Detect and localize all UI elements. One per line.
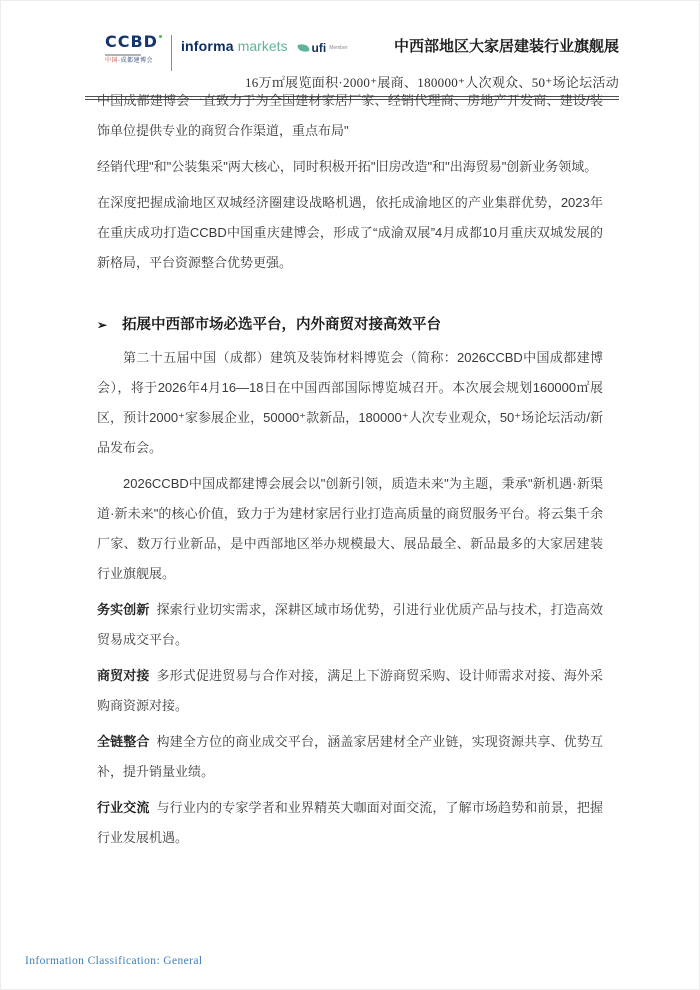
body-paragraph: 中国成都建博会一直致力于为全国建材家居厂家、经销代理商、房地产开发商、建设/装饰单位提供专业的商贸合作渠道，重点布局"	[97, 93, 603, 138]
feature-paragraph	[97, 661, 603, 721]
informa-logo-text: informa	[180, 38, 234, 54]
section-heading	[97, 314, 603, 336]
classification-footer: Information Classification: General	[25, 955, 203, 967]
ccbd-green-dot-icon	[159, 35, 162, 38]
feature-text: 与行业内的专家学者和业界精英大咖面对面交流，了解市场趋势和前景，把握行业发展机遇。	[97, 800, 603, 845]
body-paragraph: 经销代理"和"公装集采"两大核心，同时积极开拓"旧房改造"和"出海贸易"创新业务领域。	[97, 159, 598, 174]
ccbd-micro-text-bar	[105, 54, 141, 56]
section-heading-text: 拓展中西部市场必选平台，内外商贸对接高效平台	[122, 317, 442, 333]
ccbd-sub-red: 中国	[105, 58, 119, 64]
header-subtitle: 16万㎡展览面积·2000⁺展商、180000⁺人次观众、50⁺场论坛活动	[244, 75, 619, 90]
feature-text: 多形式促进贸易与合作对接，满足上下游商贸采购、设计师需求对接、海外采购商资源对接。	[97, 668, 603, 713]
ufi-swoosh-icon	[297, 43, 309, 53]
ccbd-sub-blue: ·成都建博会	[118, 58, 154, 64]
informa-markets-logo	[181, 38, 288, 54]
ccbd-chinese-subtitle	[105, 58, 162, 64]
feature-paragraph	[97, 793, 603, 853]
arrow-bullet-icon: ➢	[97, 318, 108, 332]
logo-group	[105, 34, 348, 71]
feature-lead: 商贸对接	[97, 668, 150, 683]
feature-lead: 行业交流	[97, 800, 150, 815]
ccbd-logo	[105, 34, 162, 64]
body-paragraph: 在深度把握成渝地区双城经济圈建设战略机遇，依托成渝地区的产业集群优势，2023年在重庆成功打造CCBD中国重庆建博会，形成了“成渝双展”4月成都10月重庆双城发展的新格局，平台资源整合优势更强。	[97, 195, 603, 270]
feature-lead: 务实创新	[97, 602, 150, 617]
body-paragraph: 第二十五届中国（成都）建筑及装饰材料博览会（简称：2026CCBD中国成都建博会），将于2026年4月16—18日在中国西部国际博览城召开。本次展会规划160000㎡展区，预计2000⁺家参展企业，50000⁺款新品，180000⁺人次专业观众，50⁺场论坛活动/新品发布会。	[97, 350, 603, 455]
feature-text: 构建全方位的商业成交平台，涵盖家居建材全产业链，实现资源共享、优势互补，提升销量业绩。	[97, 734, 603, 779]
logo-divider	[171, 35, 172, 71]
ufi-logo	[298, 41, 348, 55]
ufi-logo-text: ufi	[311, 41, 327, 55]
feature-paragraph	[97, 595, 603, 655]
feature-lead: 全链整合	[97, 734, 150, 749]
ufi-member-text: Member	[329, 45, 348, 51]
body-paragraph: 2026CCBD中国成都建博会展会以"创新引领，质造未来"为主题，秉承"新机遇·新渠道·新未来"的核心价值，致力于为建材家居行业打造高质量的商贸服务平台。将云集千余厂家、数万行业新品，是中西部地区举办规模最大、展品最全、新品最多的大家居建装行业旗舰展。	[97, 476, 603, 581]
ccbd-wordmark	[105, 34, 162, 51]
feature-text: 探索行业切实需求，深耕区域市场优势，引进行业优质产品与技术，打造高效贸易成交平台。	[97, 602, 603, 647]
header-top-row	[85, 34, 619, 71]
markets-logo-text: markets	[237, 38, 288, 54]
document-body	[97, 86, 603, 859]
header-title: 中西部地区大家居建装行业旗舰展	[393, 38, 619, 55]
feature-paragraph	[97, 727, 603, 787]
ccbd-logo-text: CCBD	[105, 32, 158, 51]
